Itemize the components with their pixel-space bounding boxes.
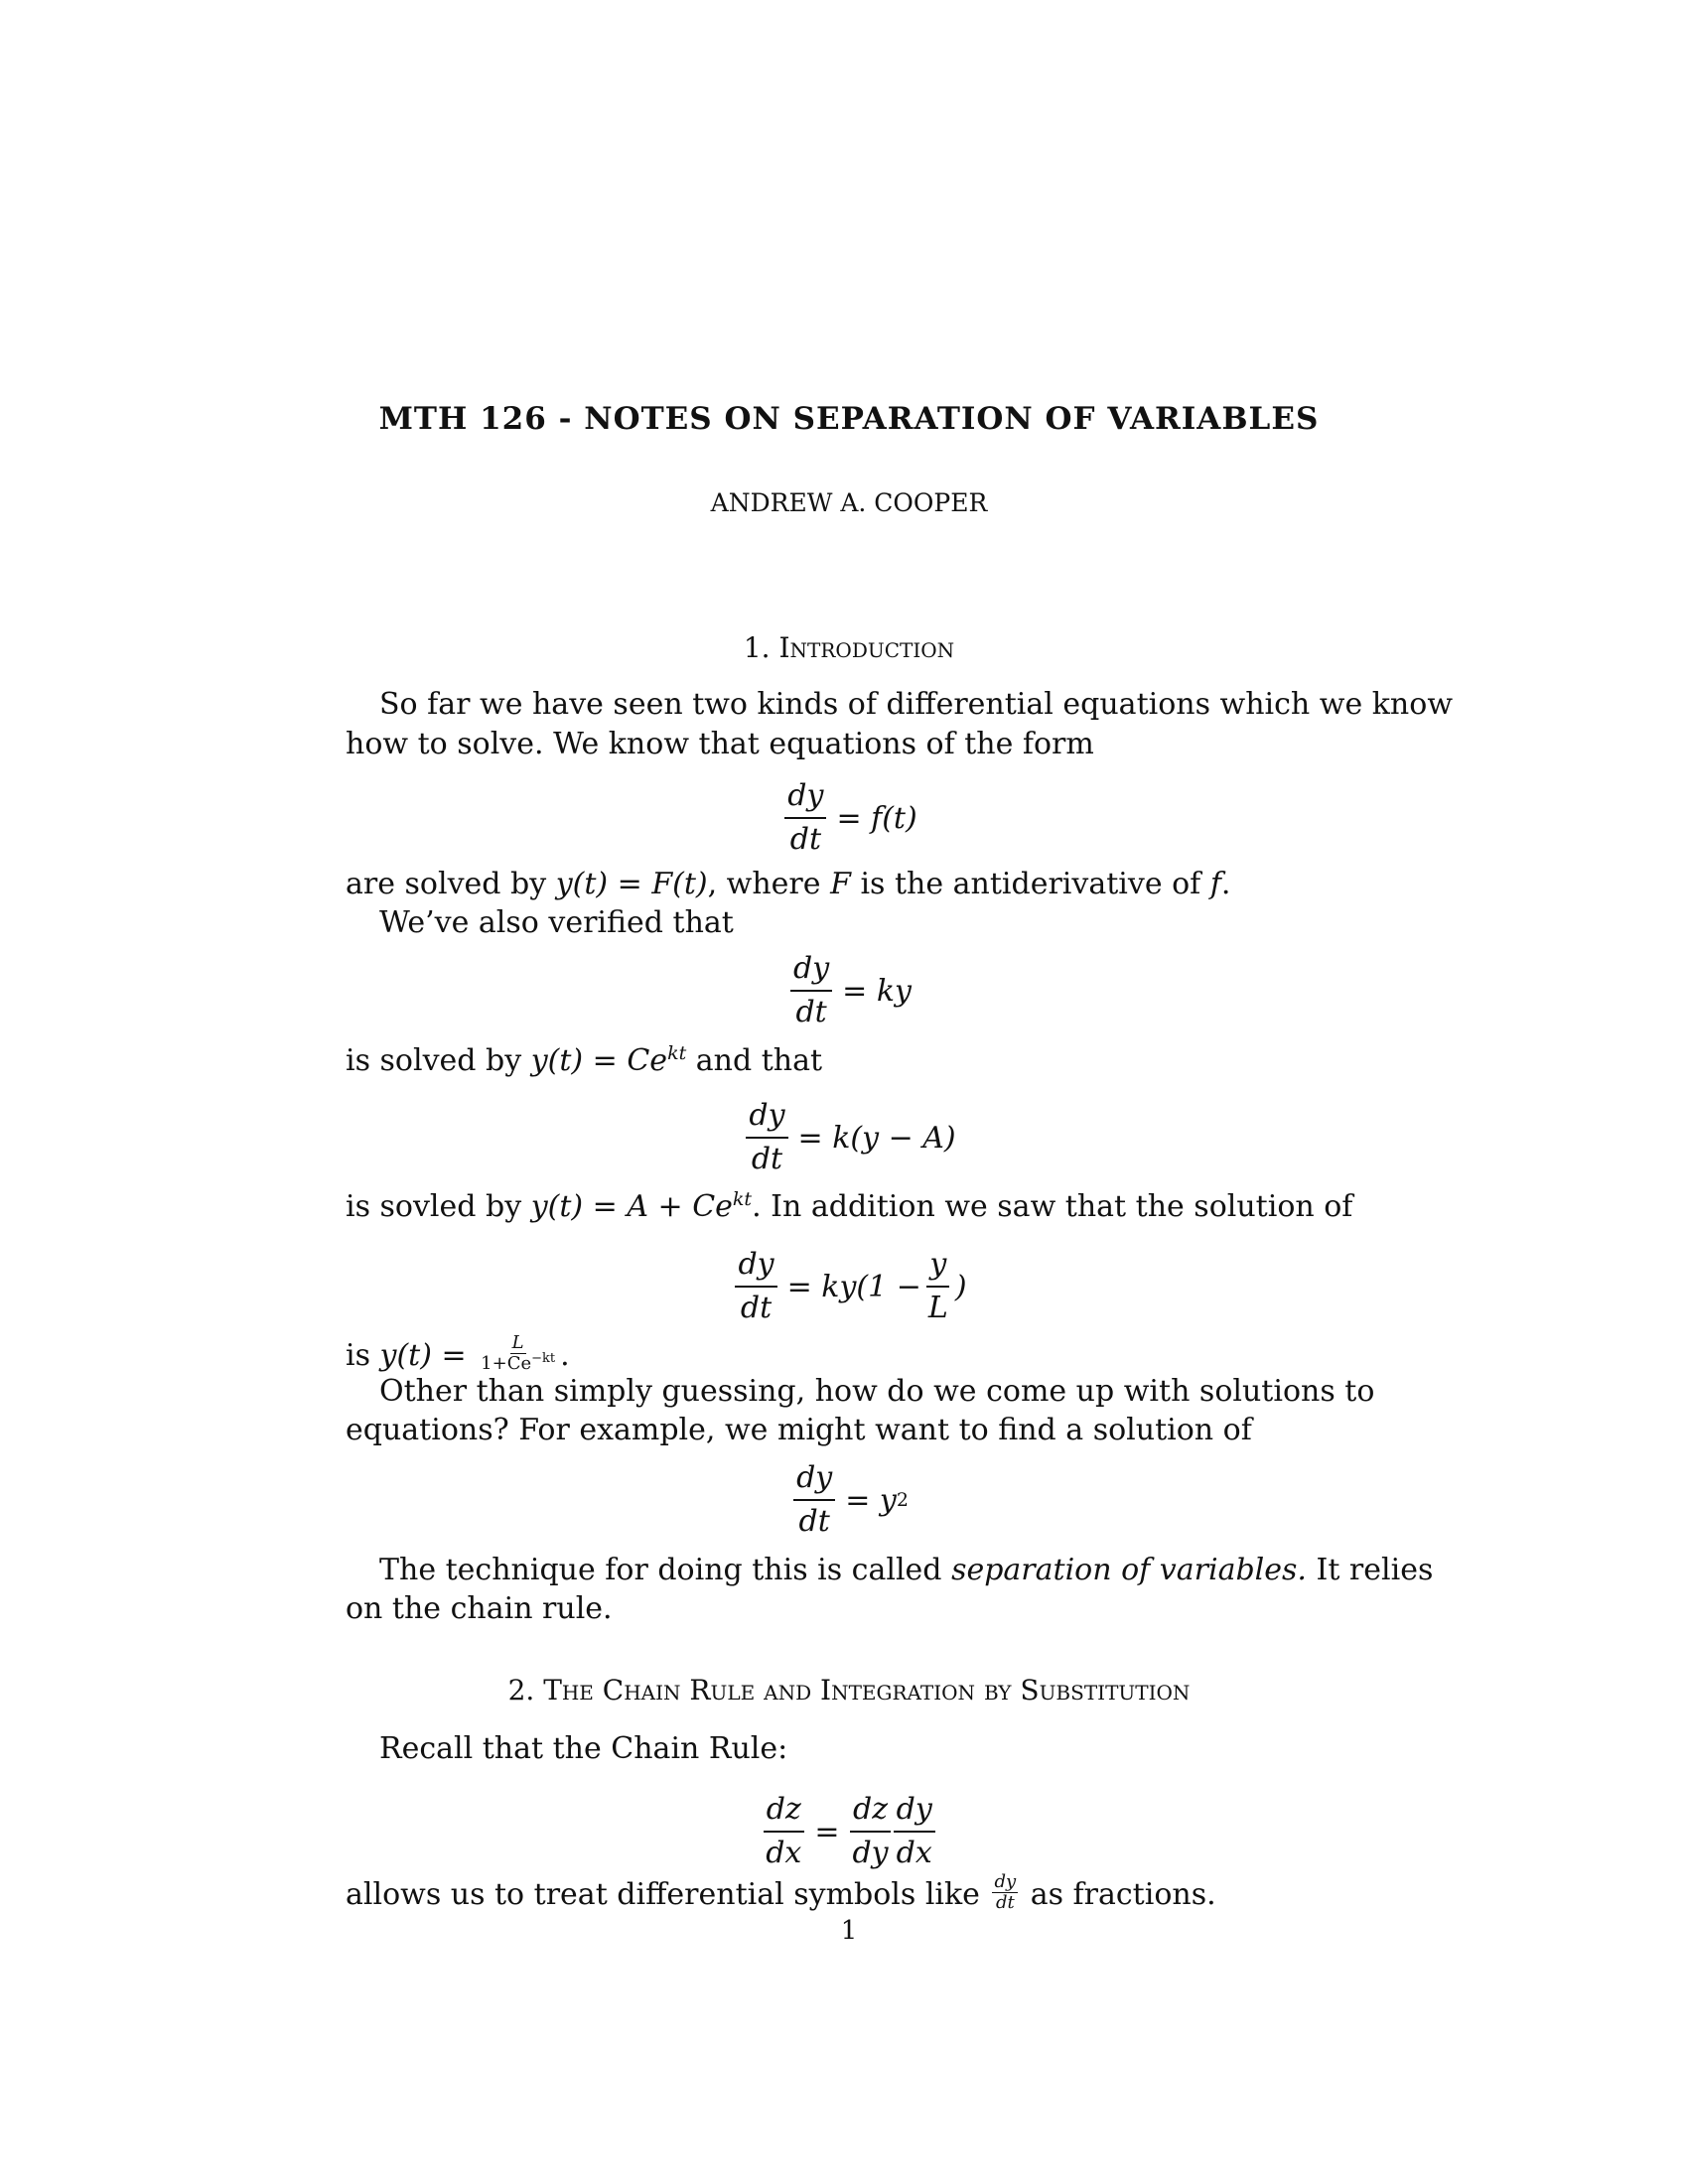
equation-logistic: $\frac{dy}{dt}$ = ky(1 − $\frac{y}{L}$ ) [346,1245,1352,1328]
paragraph-line: is solved by $y(t) = Ce^{kt}$ and that [346,1042,823,1078]
paragraph-line: is y(t) = $\frac{L}{1+Ce^{-kt}}$ . [346,1331,570,1374]
paragraph-line: Recall that the Chain Rule: [379,1731,788,1766]
paragraph-line: The technique for doing this is called separation of variables. It relies [379,1553,1434,1587]
paragraph-line: equations? For example, we might want to find a solution of [346,1413,1252,1447]
emphasis-separation-of-variables: separation of variables. [951,1553,1307,1587]
paragraph-line: on the chain rule. [346,1591,613,1626]
document-title: MTH 126 - NOTES ON SEPARATION OF VARIABLES [378,401,1320,437]
document-author: ANDREW A. COOPER [710,488,988,517]
equation-chain-rule: $\frac{dz}{dx}$ = $\frac{dz}{dy}$ $\frac{dy}{dx}$ [346,1790,1352,1873]
section-heading-introduction: 1. Introduction [743,631,955,664]
paragraph-line: So far we have seen two kinds of differential equations which we know [379,687,1453,722]
paragraph-line: are solved by y(t) = F(t), where F is the antiderivative of f. [346,867,1231,901]
equation-dy-dt-y-squared: $\frac{dy}{dt}$ = y 2 [346,1458,1352,1542]
equation-dy-dt-k-y-minus-a: $\frac{dy}{dt}$ = k(y − A) [346,1096,1352,1179]
paragraph-line: We’ve also verified that [379,905,734,940]
equation-dy-dt-f: $\frac{dy}{dt}$ = f(t) [346,776,1352,860]
equation-dy-dt-ky: $\frac{dy}{dt}$ = ky [346,949,1352,1032]
paragraph-line: how to solve. We know that equations of the form [346,727,1094,761]
section-heading-chain-rule: 2. The Chain Rule and Integration by Substitution [507,1674,1191,1706]
paragraph-line: allows us to treat differential symbols like $\frac{dy}{dt}$ as fractions. [346,1870,1216,1913]
paragraph-line: Other than simply guessing, how do we come up with solutions to [379,1374,1375,1409]
paragraph-line: is sovled by $y(t) = A + Ce^{kt}$. In addition we saw that the solution of [346,1188,1353,1224]
page-number: 1 [840,1916,858,1946]
